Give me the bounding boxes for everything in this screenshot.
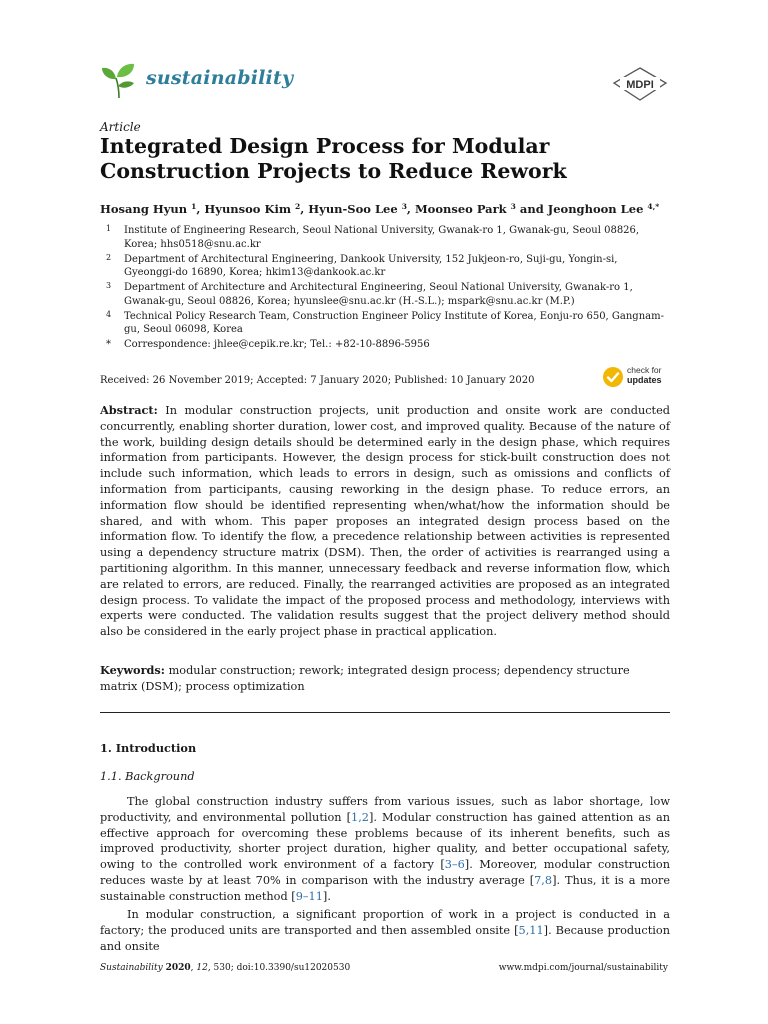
paragraph-text: ]. Because production and onsite (100, 923, 670, 953)
paragraph-text: ]. Moreover, modular construction reduces waste by at least 70% in comparison with the industry average [ (100, 858, 670, 887)
footer-doi: , 530; doi:10.3390/su12020530 (207, 963, 351, 973)
affiliation-text: Department of Architecture and Architectural Engineering, Seoul National University, Gwanak-ro 1, Gwanak-gu, Seoul 08826, Korea; hyunslee@snu.ac.kr (H.-S.L.); mspark@snu.ac.kr (M.P.) (124, 282, 633, 307)
sustainability-leaf-icon (100, 60, 138, 100)
footer-volume: 12 (196, 963, 208, 973)
publisher-name: MDPI (626, 79, 654, 91)
section-heading: 1. Introduction (100, 741, 197, 755)
paragraph-text: ]. (322, 889, 331, 903)
footer-journal: Sustainability (100, 963, 163, 973)
author-affil-mark: 3 (510, 202, 516, 211)
check-updates-line1: check for (627, 365, 662, 375)
affiliation-number: 4 (106, 309, 112, 319)
author-name: Moonseo Park (414, 202, 507, 216)
paragraph-text: ]. Thus, it is a more sustainable construction method [ (100, 873, 671, 903)
affiliation-item (100, 310, 672, 337)
check-for-updates-button[interactable] (602, 364, 674, 390)
check-updates-label (627, 365, 662, 385)
affiliation-list (100, 224, 672, 353)
keywords-text: modular construction; rework; integrated design process; dependency structure matrix (DSM); process optimization (100, 664, 630, 693)
section-divider (100, 712, 670, 713)
footer-journal-url[interactable]: www.mdpi.com/journal/sustainability (498, 963, 668, 973)
citation-link[interactable]: 1,2 (351, 810, 369, 824)
author-name: Hosang Hyun (100, 202, 188, 216)
check-updates-line2: updates (627, 375, 662, 385)
affiliation-item (100, 253, 672, 280)
citation-link[interactable]: 5,11 (518, 923, 544, 937)
affiliation-number: 2 (106, 252, 112, 262)
affiliation-text: Institute of Engineering Research, Seoul National University, Gwanak-ro 1, Gwanak-gu, Seoul 08826, Korea; hhs0518@snu.ac.kr (124, 225, 640, 250)
author-affil-mark: 3 (401, 202, 407, 211)
citation-link[interactable]: 7,8 (534, 873, 553, 887)
paragraph-text: In modular construction, a significant proportion of work in a project is conducted in a factory; the produced units are transported and then assembled onsite [ (100, 908, 670, 937)
affiliation-text: Technical Policy Research Team, Construction Engineer Policy Institute of Korea, Eonju-ro 650, Gangnam-gu, Seoul 06098, Korea (124, 310, 664, 336)
author-affil-mark: 2 (295, 202, 301, 211)
correspondence-mark: * (106, 339, 111, 351)
paragraph-text: The global construction industry suffers from various issues, such as labor shortage, low productivity, and environmental pollution [ (100, 795, 670, 824)
abstract (100, 403, 670, 640)
affiliation-item (100, 281, 672, 308)
keywords-label: Keywords: (100, 663, 165, 677)
mdpi-logo-icon (610, 66, 670, 102)
affiliation-number: 1 (106, 224, 112, 233)
keywords (100, 663, 670, 695)
body-paragraph (100, 794, 670, 905)
affiliation-text: Department of Architectural Engineering, Dankook University, 152 Jukjeon-ro, Suji-gu, Yongin-si, Gyeonggi-do 16890, Korea; hkim13@dankook.ac.kr (124, 253, 618, 279)
citation-link[interactable]: 3–6 (444, 858, 465, 872)
footer-year: 2020 (165, 963, 191, 973)
correspondence-text: Correspondence: jhlee@cepik.re.kr; Tel.: +82-10-8896-5956 (124, 339, 430, 351)
author-name: Hyunsoo Kim (204, 202, 292, 216)
publication-dates: Received: 26 November 2019; Accepted: 7 January 2020; Published: 10 January 2020 (100, 375, 535, 386)
author-name: Hyun-Soo Lee (308, 202, 398, 216)
body-paragraph (100, 907, 670, 954)
author-affil-mark: 4,* (647, 202, 660, 211)
abstract-label: Abstract: (100, 403, 158, 417)
affiliation-item (100, 224, 672, 251)
author-list: Hosang Hyun $^1$, Hyunsoo Kim $^2$, Hyun-Soo Lee $^3$, Moonseo Park $^3$ and Jeonghoon Lee $^{4,*}$ (100, 202, 660, 216)
affiliation-number: 3 (106, 281, 112, 291)
abstract-text: In modular construction projects, unit production and onsite work are conducted concurrently, enabling shorter duration, lower cost, and improved quality. Because of the nature of the work, building design details should be determined early in the design phase, which requires information from participants. However, the design process for stick-built construction does not include such information, which leads to errors in design, such as omissions and conflicts of information from participants, causing reworking in the design phase. To reduce errors, an information flow should be identified representing when/what/how the information should be shared, and with whom. This paper proposes an integrated design process based on the information flow. To identify the flow, a precedence relationship between activities is represented using a dependency structure matrix (DSM). Then, the order of activities is rearranged using a partitioning algorithm. In this manner, unnecessary feedback and reverse information flow, which are related to errors, are reduced. Finally, the rearranged activities are proposed as an integrated design process. To validate the impact of the proposed process and methodology, interviews with experts were conducted. The validation results suggest that the project delivery method should also be considered in the early project phase in practical application. (100, 404, 670, 639)
citation-link[interactable]: 9–11 (295, 889, 323, 903)
paragraph-text: ]. Modular construction has gained attention as an effective approach for overcoming these problems because of its inherent benefits, such as improved productivity, shorter project duration, higher quality, and better occupational safety, owing to the controlled work environment of a factory [ (100, 810, 670, 872)
article-type: Article (100, 120, 141, 134)
article-title: Integrated Design Process for Modular Construction Projects to Reduce Rework (100, 134, 567, 183)
author-affil-mark: 1 (191, 202, 197, 211)
check-updates-icon (602, 366, 624, 388)
correspondence-item (100, 338, 672, 352)
subsection-heading: 1.1. Background (100, 770, 195, 783)
author-name: Jeonghoon Lee (547, 202, 644, 216)
journal-name: sustainability (146, 67, 294, 89)
footer-citation: Sustainability 2020, 12, 530; doi:10.3390/su12020530 (100, 963, 351, 973)
